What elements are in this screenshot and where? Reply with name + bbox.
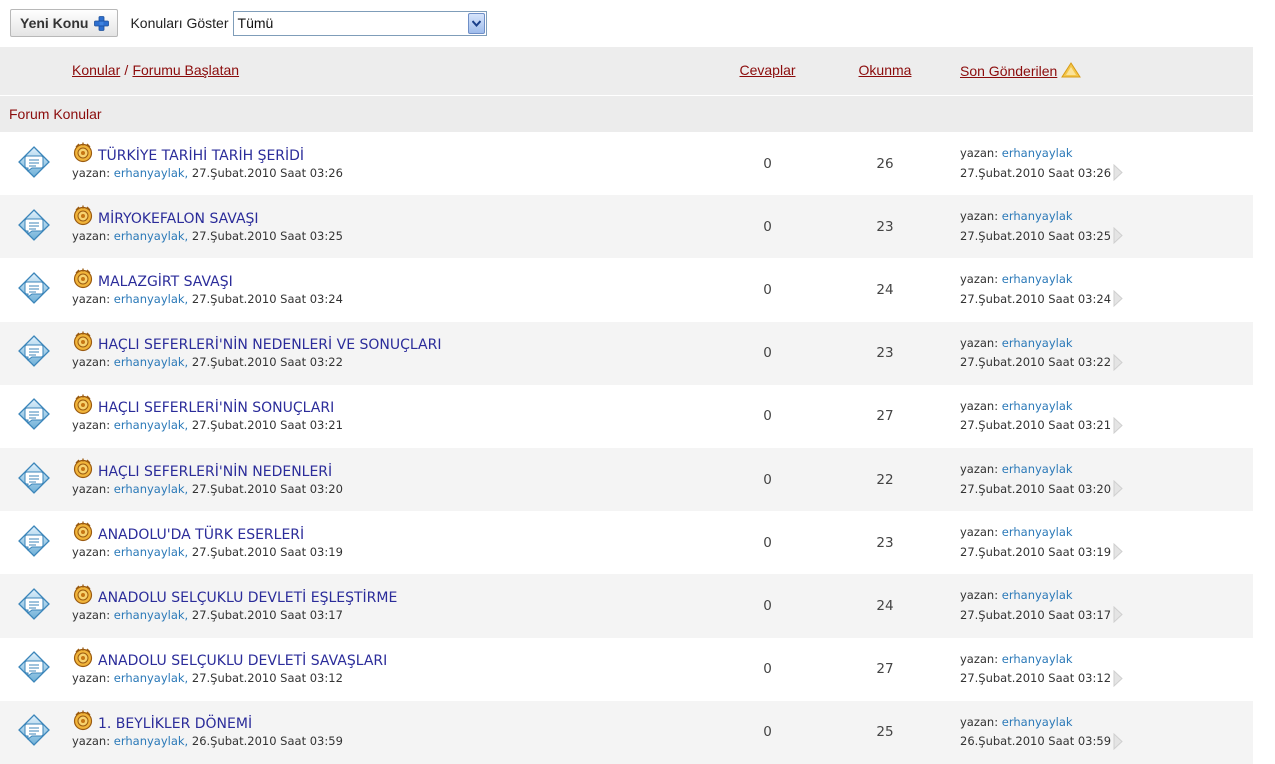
last-post-by	[960, 525, 1252, 539]
sort-by-last-post-link[interactable]: Son Gönderilen	[960, 62, 1058, 79]
last-author-link[interactable]: erhanyaylak	[1001, 714, 1073, 729]
speech-bubble-icon	[17, 397, 51, 431]
topic-title-link[interactable]: HAÇLI SEFERLERİ'NİN NEDENLERİ VE SONUÇLARI	[98, 337, 442, 354]
header-separator: /	[124, 62, 129, 79]
sticky-badge-icon	[72, 330, 94, 352]
last-author-link[interactable]: erhanyaylak	[1001, 335, 1073, 350]
speech-bubble-icon	[17, 271, 51, 305]
topic-title-link[interactable]: MALAZGİRT SAVAŞI	[98, 273, 233, 290]
sort-by-replies-link[interactable]: Cevaplar	[739, 62, 796, 79]
chevron-down-icon[interactable]	[468, 13, 485, 34]
arrow-right-icon[interactable]	[1113, 733, 1123, 750]
by-label: yazan:	[960, 272, 999, 287]
sticky-badge-icon	[72, 204, 94, 226]
author-link[interactable]: erhanyaylak,	[113, 481, 189, 496]
last-author-link[interactable]: erhanyaylak	[1001, 398, 1073, 413]
sticky-badge-icon	[72, 583, 94, 605]
sticky-badge-icon	[72, 646, 94, 668]
view-count: 27	[876, 661, 894, 678]
last-post-date-line	[960, 290, 1252, 307]
author-link[interactable]: erhanyaylak,	[113, 418, 189, 433]
view-count: 22	[876, 471, 894, 488]
view-count: 24	[876, 281, 894, 298]
last-author-link[interactable]: erhanyaylak	[1001, 146, 1073, 161]
arrow-right-icon[interactable]	[1113, 480, 1123, 497]
author-link[interactable]: erhanyaylak,	[113, 607, 189, 622]
last-author-link[interactable]: erhanyaylak	[1001, 272, 1073, 287]
topic-title-link[interactable]: ANADOLU SELÇUKLU DEVLETİ SAVAŞLARI	[98, 653, 388, 670]
sticky-badge-icon	[72, 393, 94, 415]
topic-meta	[72, 418, 679, 432]
author-link[interactable]: erhanyaylak,	[113, 671, 189, 686]
by-label: yazan:	[72, 228, 111, 243]
table-row[interactable]	[0, 448, 1253, 511]
plus-icon	[93, 15, 110, 32]
last-post-date-line	[960, 670, 1252, 687]
section-label: Forum Konular	[9, 105, 102, 122]
view-count: 23	[876, 345, 894, 362]
last-post-date: 27.Şubat.2010 Saat 03:25	[960, 228, 1112, 243]
by-label: yazan:	[72, 291, 111, 306]
reply-count: 0	[763, 281, 772, 298]
reply-count: 0	[763, 724, 772, 741]
topic-title-link[interactable]: HAÇLI SEFERLERİ'NİN NEDENLERİ	[98, 463, 333, 480]
last-post-date-line	[960, 480, 1252, 497]
topic-meta	[72, 545, 679, 559]
sticky-badge-icon	[72, 709, 94, 731]
by-label: yazan:	[960, 209, 999, 224]
last-post-by	[960, 209, 1252, 223]
last-post-by	[960, 272, 1252, 286]
last-post-date: 27.Şubat.2010 Saat 03:19	[960, 544, 1112, 559]
by-label: yazan:	[72, 355, 111, 370]
sort-by-starter-link[interactable]: Forumu Başlatan	[132, 62, 240, 79]
last-post-by	[960, 652, 1252, 666]
topic-title-link[interactable]: ANADOLU SELÇUKLU DEVLETİ EŞLEŞTİRME	[98, 589, 398, 606]
last-post-date-line	[960, 164, 1252, 181]
speech-bubble-icon	[17, 713, 51, 747]
author-link[interactable]: erhanyaylak,	[113, 165, 189, 180]
sort-up-icon[interactable]	[1061, 62, 1081, 78]
by-label: yazan:	[960, 146, 999, 161]
topic-date: 27.Şubat.2010 Saat 03:21	[191, 418, 343, 433]
table-row[interactable]	[0, 132, 1253, 195]
view-count: 23	[876, 218, 894, 235]
last-post-date: 27.Şubat.2010 Saat 03:22	[960, 355, 1112, 370]
view-count: 25	[876, 724, 894, 741]
sticky-badge-icon	[72, 457, 94, 479]
by-label: yazan:	[72, 418, 111, 433]
sticky-badge-icon	[72, 520, 94, 542]
topic-meta	[72, 166, 679, 180]
topic-title-link[interactable]: TÜRKİYE TARİHİ TARİH ŞERİDİ	[98, 147, 305, 164]
arrow-right-icon[interactable]	[1113, 164, 1123, 181]
reply-count: 0	[763, 534, 772, 551]
speech-bubble-icon	[17, 145, 51, 179]
speech-bubble-icon	[17, 208, 51, 242]
last-post-by	[960, 146, 1252, 160]
by-label: yazan:	[960, 525, 999, 540]
topic-title-link[interactable]: 1. BEYLİKLER DÖNEMİ	[98, 716, 253, 733]
table-row[interactable]	[0, 195, 1253, 258]
view-count: 23	[876, 534, 894, 551]
topic-title-link[interactable]: ANADOLU'DA TÜRK ESERLERİ	[98, 526, 305, 543]
topic-date: 27.Şubat.2010 Saat 03:20	[191, 481, 343, 496]
table-row[interactable]	[0, 322, 1253, 385]
last-post-date-line	[960, 606, 1252, 623]
speech-bubble-icon	[17, 334, 51, 368]
topic-filter-value: Tümü	[237, 15, 274, 31]
by-label: yazan:	[72, 607, 111, 622]
topic-meta	[72, 292, 679, 306]
author-link[interactable]: erhanyaylak,	[113, 228, 189, 243]
speech-bubble-icon	[17, 524, 51, 558]
last-post-date: 27.Şubat.2010 Saat 03:21	[960, 418, 1112, 433]
arrow-right-icon[interactable]	[1113, 670, 1123, 687]
last-post-date-line	[960, 354, 1252, 371]
last-author-link[interactable]: erhanyaylak	[1001, 462, 1073, 477]
reply-count: 0	[763, 345, 772, 362]
last-post-date: 27.Şubat.2010 Saat 03:24	[960, 291, 1112, 306]
topic-meta	[72, 608, 679, 622]
arrow-right-icon[interactable]	[1113, 606, 1123, 623]
last-post-date: 27.Şubat.2010 Saat 03:20	[960, 481, 1112, 496]
table-header	[0, 47, 1253, 95]
arrow-right-icon[interactable]	[1113, 417, 1123, 434]
show-topics-label: Konuları Göster	[130, 15, 229, 31]
by-label: yazan:	[960, 588, 999, 603]
by-label: yazan:	[960, 335, 999, 350]
author-link[interactable]: erhanyaylak,	[113, 355, 189, 370]
last-post-by	[960, 336, 1252, 350]
last-post-by	[960, 399, 1252, 413]
last-post-date: 26.Şubat.2010 Saat 03:59	[960, 734, 1112, 749]
last-post-date-line	[960, 733, 1252, 750]
table-row[interactable]	[0, 701, 1253, 764]
last-author-link[interactable]: erhanyaylak	[1001, 209, 1073, 224]
sticky-badge-icon	[72, 141, 94, 163]
last-post-by	[960, 715, 1252, 729]
topic-date: 27.Şubat.2010 Saat 03:24	[191, 291, 343, 306]
speech-bubble-icon	[17, 650, 51, 684]
reply-count: 0	[763, 661, 772, 678]
sort-by-views-link[interactable]: Okunma	[858, 62, 912, 79]
topic-meta	[72, 355, 679, 369]
topic-date: 27.Şubat.2010 Saat 03:12	[191, 671, 343, 686]
author-link[interactable]: erhanyaylak,	[113, 291, 189, 306]
topic-date: 27.Şubat.2010 Saat 03:26	[191, 165, 343, 180]
by-label: yazan:	[72, 734, 111, 749]
topic-date: 27.Şubat.2010 Saat 03:25	[191, 228, 343, 243]
topic-meta	[72, 482, 679, 496]
topic-title-link[interactable]: MİRYOKEFALON SAVAŞI	[98, 210, 259, 227]
arrow-right-icon[interactable]	[1113, 354, 1123, 371]
toolbar	[10, 8, 487, 38]
topic-meta	[72, 671, 679, 685]
last-post-date: 27.Şubat.2010 Saat 03:26	[960, 165, 1112, 180]
new-topic-button[interactable]	[10, 9, 118, 37]
by-label: yazan:	[72, 481, 111, 496]
reply-count: 0	[763, 155, 772, 172]
topic-table	[0, 47, 1253, 764]
last-post-date: 27.Şubat.2010 Saat 03:12	[960, 671, 1112, 686]
by-label: yazan:	[72, 165, 111, 180]
topic-meta	[72, 734, 679, 748]
section-header	[0, 95, 1253, 132]
last-author-link[interactable]: erhanyaylak	[1001, 588, 1073, 603]
arrow-right-icon[interactable]	[1113, 290, 1123, 307]
reply-count: 0	[763, 408, 772, 425]
topic-date: 27.Şubat.2010 Saat 03:22	[191, 355, 343, 370]
reply-count: 0	[763, 597, 772, 614]
by-label: yazan:	[960, 462, 999, 477]
view-count: 24	[876, 597, 894, 614]
by-label: yazan:	[72, 544, 111, 559]
topic-meta	[72, 229, 679, 243]
table-row[interactable]	[0, 258, 1253, 321]
last-post-by	[960, 588, 1252, 602]
last-post-date-line	[960, 417, 1252, 434]
sort-by-topics-link[interactable]: Konular	[72, 62, 121, 79]
last-post-date: 27.Şubat.2010 Saat 03:17	[960, 607, 1112, 622]
speech-bubble-icon	[17, 461, 51, 495]
last-post-date-line	[960, 227, 1252, 244]
by-label: yazan:	[960, 714, 999, 729]
reply-count: 0	[763, 218, 772, 235]
last-post-date-line	[960, 543, 1252, 560]
last-author-link[interactable]: erhanyaylak	[1001, 525, 1073, 540]
author-link[interactable]: erhanyaylak,	[113, 544, 189, 559]
last-author-link[interactable]: erhanyaylak	[1001, 651, 1073, 666]
table-row[interactable]	[0, 385, 1253, 448]
speech-bubble-icon	[17, 587, 51, 621]
reply-count: 0	[763, 471, 772, 488]
table-row[interactable]	[0, 638, 1253, 701]
topic-filter-select[interactable]	[233, 11, 487, 36]
view-count: 27	[876, 408, 894, 425]
by-label: yazan:	[72, 671, 111, 686]
by-label: yazan:	[960, 398, 999, 413]
topic-date: 27.Şubat.2010 Saat 03:19	[191, 544, 343, 559]
topic-date: 26.Şubat.2010 Saat 03:59	[191, 734, 343, 749]
table-row[interactable]	[0, 574, 1253, 637]
table-row[interactable]	[0, 511, 1253, 574]
new-topic-label: Yeni Konu	[20, 15, 89, 31]
arrow-right-icon[interactable]	[1113, 227, 1123, 244]
by-label: yazan:	[960, 651, 999, 666]
author-link[interactable]: erhanyaylak,	[113, 734, 189, 749]
view-count: 26	[876, 155, 894, 172]
topic-date: 27.Şubat.2010 Saat 03:17	[191, 607, 343, 622]
sticky-badge-icon	[72, 267, 94, 289]
topic-title-link[interactable]: HAÇLI SEFERLERİ'NİN SONUÇLARI	[98, 400, 335, 417]
arrow-right-icon[interactable]	[1113, 543, 1123, 560]
last-post-by	[960, 462, 1252, 476]
